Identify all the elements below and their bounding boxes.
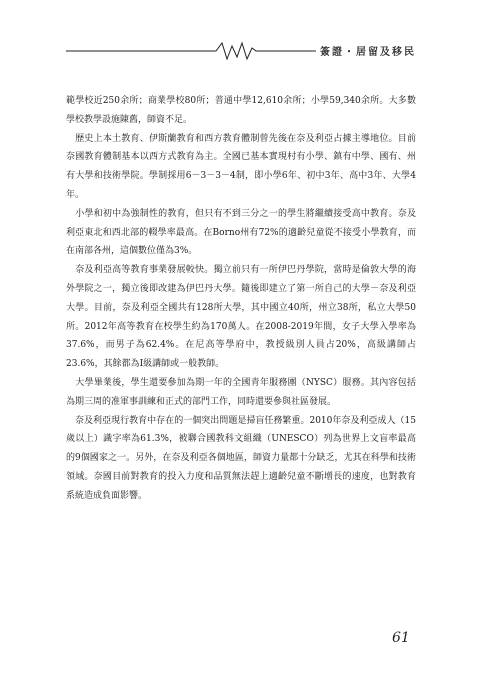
paragraph-1: 範學校近250余所；商業學校80所；普通中學12,610余所；小學59,340余所。大多數學校教學設施陳舊，師資不足。 [66,96,416,125]
page-number: 61 [392,630,410,646]
paragraph-4: 奈及利亞高等教育事業發展較快。獨立前只有一所伊巴丹學院，當時是倫敦大學的海外學院之一，獨立後即改建為伊巴丹大學。隨後即建立了第一所自己的大學－奈及利亞大學。目前，奈及利亞全國共有128所大學，其中國立40所，州立38所，私立大學50所。2012年高等教育在校學生約為170萬人。在2008-2019年間，女子大學入學率為37.6%，而男子為62.4%。在尼高等學府中，教授級別人員占20%，高級講師占23.6%，其餘都為Ⅰ級講師或一般教師。 [66,265,416,370]
body-text [66,92,416,506]
header-title: 簽證・居留及移民 [316,43,416,58]
paragraph-3: 小學和初中為強制性的教育，但只有不到三分之一的學生將繼續接受高中教育。奈及利亞東北和西北部的輟學率最高。在Borno州有72%的適齡兒童從不接受小學教育，而在南部各州，這個數位僅為3%。 [66,208,416,257]
running-header [66,40,416,62]
paragraph-5: 大學畢業後，學生還要參加為期一年的全國青年服務團（NYSC）服務。其內容包括為期三周的准軍事訓練和正式的部門工作，同時還要參與社區發展。 [66,377,416,407]
paragraph-6: 奈及利亞現行教育中存在的一個突出問題是掃盲任務繁重。2010年奈及利亞成人（15歲以上）識字率為61.3%，被聯合國教科文組織（UNESCO）列為世界上文盲率最高的9個國家之一。另外，在奈及利亞各個地區，師資力量都十分缺乏，尤其在科學和技術領域。奈國目前對教育的投入力度和品質無法趕上適齡兒童不斷增長的速度，也對教育系統造成負面影響。 [66,415,416,501]
paragraph-2: 歷史上本土教育、伊斯蘭教育和西方教育體制曾先後在奈及利亞占據主導地位。目前奈國教育體制基本以西方式教育為主。全國已基本實現村有小學、鎮有中學、國有、州有大學和技術學院。學制採用6－3－3－4制，即小學6年、初中3年、高中3年、大學4年。 [66,133,416,200]
